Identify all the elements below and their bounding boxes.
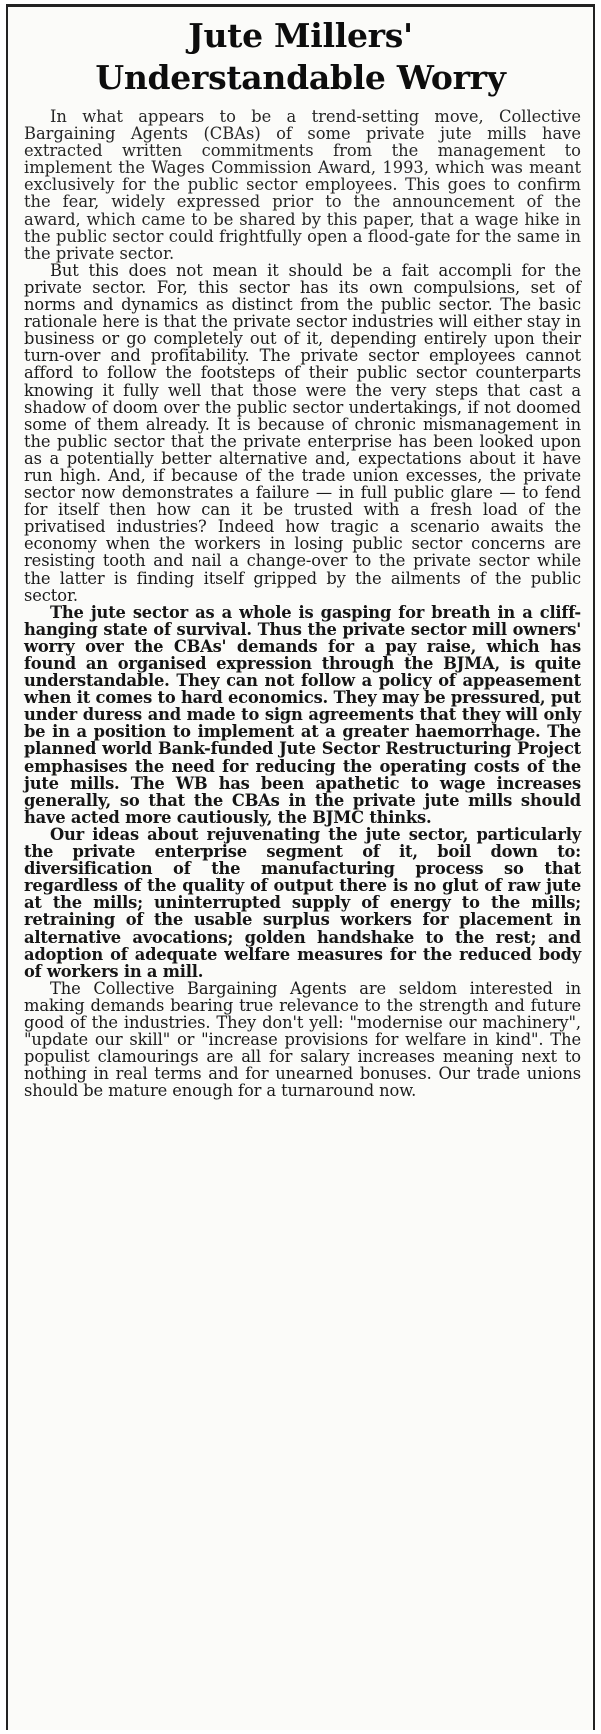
newspaper-editorial — [6, 4, 595, 1730]
paragraph-1: In what appears to be a trend-setting move, Collective Bargaining Agents (CBAs) of some private jute mills have extracted written commitments from the management to implement the Wages Commission Award, 1993, which was meant exclusively for the public sector employees. This goes to confirm the fear, widely expressed prior to the announcement of the award, which came to be shared by this paper, that a wage hike in the public sector could frightfully open a flood-gate for the same in the private sector. — [24, 107, 581, 263]
paragraph-4: Our ideas about rejuvenating the jute sector, particularly the private enterprise segment of it, boil down to: diversification of the manufacturing process so that regardless of the quality of output there is no glut of raw jute at the mills; uninterrupted supply of energy to the mills; retraining of the usable surplus workers for placement in alternative avocations; golden handshake to the rest; and adoption of adequate welfare measures for the reduced body of workers in a mill. — [24, 824, 581, 981]
headline-line-1: Jute Millers' — [188, 16, 413, 55]
top-rule — [8, 4, 593, 7]
headline-line-2: Understandable Worry — [95, 58, 506, 97]
paragraph-3: The jute sector as a whole is gasping for breath in a cliff-hanging state of survival. Thus the private sector mill owners' worry over the CBAs' demands for a pay raise, which has found an organised expression through the BJMA, is quite understandable. They can not follow a policy of appeasement when it comes to hard economics. They may be pressured, put under duress and made to sign agreements that they will only be in a position to implement at a greater haemorrhage. The planned world Bank-funded Jute Sector Restructuring Project emphasises the need for reducing the operating costs of the jute mills. The WB has been apathetic to wage increases generally, so that the CBAs in the private jute mills should have acted more cautiously, the BJMC thinks. — [24, 602, 581, 827]
paragraph-5: The Collective Bargaining Agents are seldom interested in making demands bearing true relevance to the strength and future good of the industries. They don't yell: "modernise our machinery", "update our skill" or "increase provisions for welfare in kind". The populist clamourings are all for salary increases meaning next to nothing in real terms and for unearned bonuses. Our trade unions should be mature enough for a turnaround now. — [24, 978, 581, 1101]
paragraph-2: But this does not mean it should be a fait accompli for the private sector. For, this sector has its own compulsions, set of norms and dynamics as distinct from the public sector. The basic rationale here is that the private sector industries will either stay in business or go completely out of it, depending entirely upon their turn-over and profitability. The private sector employees cannot afford to follow the footsteps of their public sector counterparts knowing it fully well that those were the very steps that cast a shadow of doom over the public sector undertakings, if not doomed some of them already. It is because of chronic mismanagement in the public sector that the private enterprise has been looked upon as a potentially better alternative and, expectations about it have run high. And, if because of the trade union excesses, the private sector now demonstrates a failure — in full public glare — to fend for itself then how can it be trusted with a fresh load of the privatised industries? Indeed how tragic a scenario awaits the economy when the workers in losing public sector concerns are resisting tooth and nail a change-over to the private sector while the latter is finding itself gripped by the ailments of the public sector. — [24, 260, 581, 605]
article-body — [24, 108, 581, 1099]
